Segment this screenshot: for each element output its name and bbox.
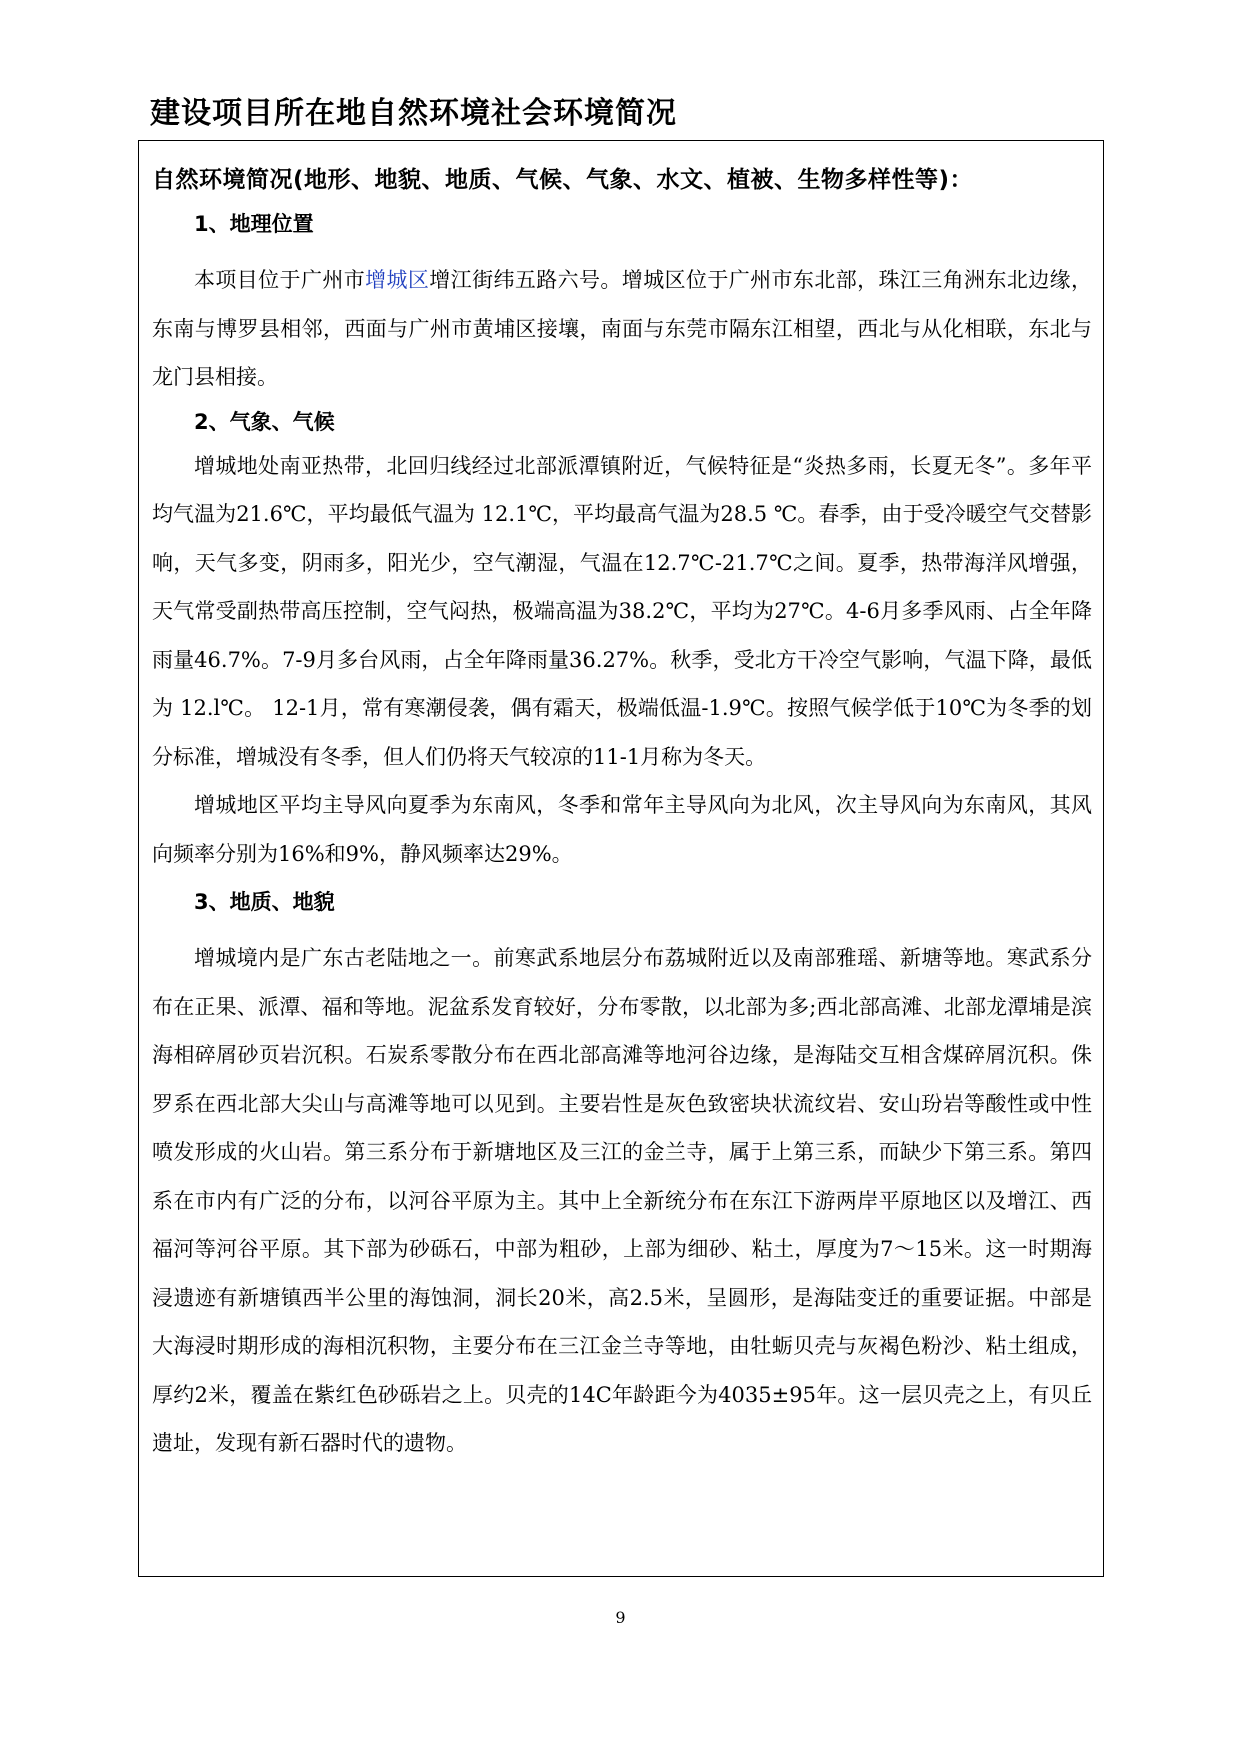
geo-location-heading: 1、地理位置 (194, 212, 314, 236)
natural-environment-section (152, 160, 1092, 1468)
geology-paragraph: 增城境内是广东古老陆地之一。前寒武系地层分布荔城附近以及南部雅瑶、新塘等地。寒武系分布在正果、派潭、福和等地。泥盆系发育较好，分布零散，以北部为多;西北部高滩、北部龙潭埔是滨海相碎屑砂页岩沉积。石炭系零散分布在西北部高滩等地河谷边缘，是海陆交互相含煤碎屑沉积。侏罗系在西北部大尖山与高滩等地可以见到。主要岩性是灰色致密块状流纹岩、安山玢岩等酸性或中性喷发形成的火山岩。第三系分布于新塘地区及三江的金兰寺，属于上第三系，而缺少下第三系。第四系在市内有广泛的分布，以河谷平原为主。其中上全新统分布在东江下游两岸平原地区以及增江、西福河等河谷平原。其下部为砂砾石，中部为粗砂，上部为细砂、粘土，厚度为7～15米。这一时期海浸遗迹有新塘镇西半公里的海蚀洞，洞长20米，高2.5米，呈圆形，是海陆变迁的重要证据。中部是大海浸时期形成的海相沉积物，主要分布在三江金兰寺等地，由牡蛎贝壳与灰褐色粉沙、粘土组成，厚约2米，覆盖在紫红色砂砾岩之上。贝壳的14C年龄距今为4035±95年。这一层贝壳之上，有贝丘遗址，发现有新石器时代的遗物。 (152, 946, 1092, 1455)
geo-text-before: 本项目位于广州市 (194, 268, 366, 292)
section-heading: 自然环境简况(地形、地貌、地质、气候、气象、水文、植被、生物多样性等)： (152, 167, 974, 193)
spacer (152, 244, 1092, 256)
spacer (152, 922, 1092, 934)
page-number: 9 (615, 1608, 626, 1627)
geo-text-after: 增江街纬五路六号。增城区位于广州市东北部，珠江三角洲东北边缘，东南与博罗县相邻，西面与广州市黄埔区接壤，南面与东莞市隔东江相望，西北与从化相联，东北与龙门县相接。 (152, 268, 1093, 389)
climate-paragraph-1: 增城地处南亚热带，北回归线经过北部派潭镇附近，气候特征是“炎热多雨，长夏无冬”。多年平均气温为21.6℃，平均最低气温为 12.1℃，平均最高气温为28.5 ℃。春季，由于受冷暖空气交替影响，天气多变，阴雨多，阳光少，空气潮湿，气温在12.7℃-21.7℃之间。夏季，热带海洋风增强，天气常受副热带高压控制，空气闷热，极端高温为38.2℃，平均为27℃。4-6月多季风雨、占全年降雨量46.7%。7-9月多台风雨，占全年降雨量36.27%。秋季，受北方干冷空气影响，气温下降，最低为 12.l℃。 12-1月，常有寒潮侵袭，偶有霜天，极端低温-1.9℃。按照气候学低于10℃为冬季的划分标准，增城没有冬季，但人们仍将天气较凉的11-1月称为冬天。 (152, 453, 1092, 769)
geology-heading: 3、地质、地貌 (194, 890, 335, 914)
page-title: 建设项目所在地自然环境社会环境简况 (150, 96, 677, 131)
climate-paragraph-2: 增城地区平均主导风向夏季为东南风，冬季和常年主导风向为北风，次主导风向为东南风，其风向频率分别为16%和9%，静风频率达29%。 (152, 793, 1092, 866)
climate-heading: 2、气象、气候 (194, 409, 335, 434)
geo-location-paragraph (152, 256, 1092, 402)
zengcheng-district-link[interactable]: 增城区 (365, 268, 430, 292)
